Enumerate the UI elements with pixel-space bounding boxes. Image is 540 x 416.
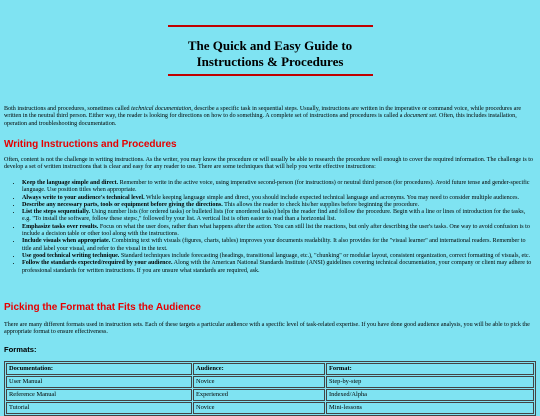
- table-cell: Novice: [193, 376, 325, 388]
- list-item: [22, 209, 534, 224]
- item-title: Keep the language simple and direct.: [22, 180, 119, 186]
- item-text: Along with the American National Standards Institute (ANSI) guidelines covering technical documentation, your company or client may adhere to professional standards for written instructions. If you are unsure what standards are required, ask.: [22, 260, 532, 274]
- table-cell: Experienced: [193, 389, 325, 401]
- section-heading-format: Picking the Format that Fits the Audience: [4, 302, 201, 313]
- title-bottom-rule: [168, 74, 373, 76]
- list-item: [22, 260, 534, 275]
- column-header-format: Format:: [326, 363, 534, 375]
- table-row: [6, 376, 534, 388]
- item-title: Emphasize tasks over results.: [22, 223, 99, 230]
- table-row: [6, 389, 534, 401]
- section-heading-writing: Writing Instructions and Procedures: [4, 139, 177, 150]
- item-text: Standard techniques include forecasting (headings, transitional language, etc.), "chunking" or modular layout, consistent organization, correct formatting of visuals, etc.: [119, 252, 531, 259]
- section-format-paragraph: There are many different formats used in instruction sets. Each of these targets a particular audience with a specific level of task-related expertise. If you have done good audience analysis, you will be able to pick the appropriate format to ensure effectiveness.: [4, 322, 530, 336]
- table-cell: Mini-lessons: [326, 402, 534, 414]
- section-writing-paragraph: Often, content is not the challenge in writing instructions. As the writer, you may know the procedure or will usually be able to research the procedure well enough to cover the required information. The challenge is to develop a set of written instructions that is clear and easy for any reader to use. There are some techniques that will help you write effective instructions:: [4, 157, 533, 171]
- intro-text-a: Both instructions and procedures, sometimes called: [4, 106, 132, 112]
- table-cell: Tutorial: [6, 402, 192, 414]
- formats-heading: Formats:: [4, 345, 37, 354]
- intro-text-c: . Often, this includes installation, operation and troubleshooting documentation.: [4, 113, 517, 127]
- table-row: [6, 402, 534, 414]
- item-text: Remember to write in the active voice, using imperative second-person (for instructions) or neutral third person (for procedures). Avoid future tense and gender-specific language. Use position titles when appropriate.: [22, 180, 530, 194]
- table-cell: User Manual: [6, 376, 192, 388]
- table-cell: Step-by-step: [326, 376, 534, 388]
- item-title: Describe any necessary parts, tools or equipment before giving the directions.: [22, 201, 223, 208]
- item-title: Include visuals when appropriate.: [22, 238, 111, 245]
- intro-paragraph: [4, 106, 534, 128]
- title-line-1: The Quick and Easy Guide to: [187, 38, 353, 53]
- table-header-row: [6, 363, 534, 375]
- list-item: [22, 238, 534, 253]
- item-title: Use good technical writing technique.: [22, 252, 120, 259]
- table-cell: Indexed/Alpha: [326, 389, 534, 401]
- formats-table: [4, 361, 536, 416]
- page-title: [0, 38, 540, 70]
- column-header-audience: Audience:: [193, 363, 325, 375]
- table-cell: Novice: [193, 402, 325, 414]
- item-text: While keeping language simple and direct, you should include expected technical language and acronyms. You may need to consider multiple audiences.: [144, 194, 519, 201]
- item-title: Follow the standards expected/required by your audience.: [22, 260, 173, 267]
- intro-text-b: , describe a specific task in sequential steps. Usually, instructions are written in the imperative or command voice, while procedures are written in the neutral third person. Either way, the reader is looking for directions on how to do something. A complete set of instructions and procedures is called a: [4, 106, 522, 120]
- intro-term-document-set: document set: [404, 113, 436, 120]
- column-header-documentation: Documentation:: [6, 363, 192, 375]
- item-text: Using number lists (for ordered tasks) or bulleted lists (for unordered tasks) helps the reader find and follow the procedure. Begin with a line or lines of introduction for the tasks, e.g. "To install the software, follow these steps:," followed by your list. A vertical list is often easier to read than a horizontal list.: [22, 209, 526, 223]
- item-title: List the steps sequentially.: [22, 209, 91, 216]
- table-cell: Reference Manual: [6, 389, 192, 401]
- title-line-2: Instructions & Procedures: [196, 54, 344, 69]
- title-top-rule: [168, 25, 373, 27]
- item-text: Combining text with visuals (figures, charts, tables) improves your documents readability. It also provides for the "visual learner" and international readers. Remember to title and label your visual, and refer to the visual in the text.: [22, 238, 526, 252]
- list-item: [22, 195, 534, 202]
- item-text: This allows the reader to check his/her supplies before beginning the procedure.: [222, 201, 420, 208]
- list-item: [22, 224, 534, 239]
- intro-term-technical-documentation: technical documentation: [131, 106, 192, 112]
- techniques-list: [4, 180, 534, 275]
- list-item: [22, 180, 534, 195]
- item-title: Always write to your audience's technical level.: [22, 194, 145, 201]
- item-text: Focus on what the user does, rather than what happens after the action. You can still list the reactions, but only after describing the user's tasks. One way to avoid confusion is to include a decision table or other tool along with the instructions.: [22, 223, 530, 238]
